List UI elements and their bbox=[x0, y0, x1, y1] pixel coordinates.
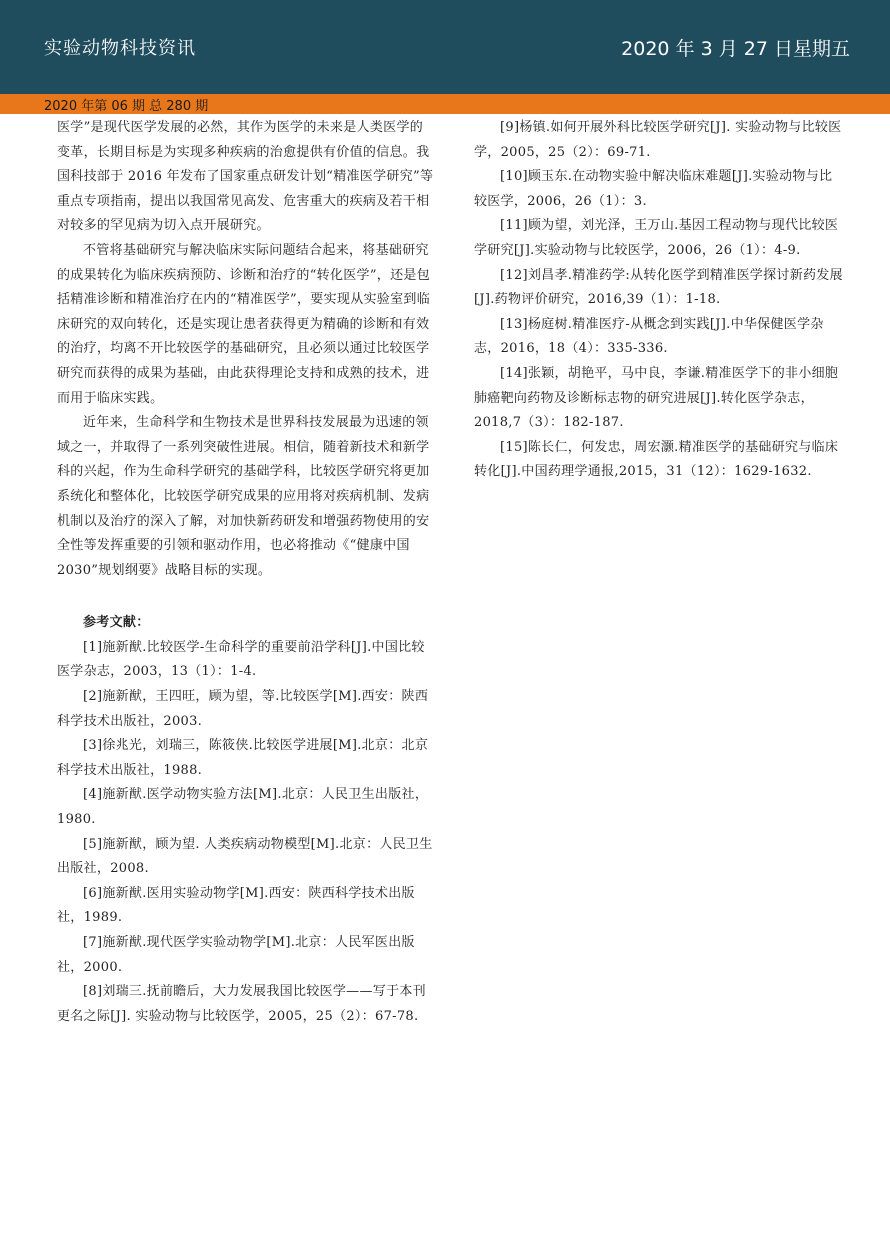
reference-item: [12]刘昌孝.精准药学:从转化医学到精准医学探讨新药发展[J].药物评价研究，2016,39（1）：1-18. bbox=[474, 267, 843, 308]
page-header bbox=[0, 0, 890, 94]
reference-item: [6]施新猷.医用实验动物学[M].西安：陕西科学技术出版社，1989. bbox=[57, 885, 415, 926]
reference-item: [11]顾为望，刘光泽，王万山.基因工程动物与现代比较医学研究[J].实验动物与比较医学，2006，26（1）：4-9. bbox=[474, 218, 839, 258]
body-paragraph: 医学”是现代医学发展的必然，其作为医学的未来是人类医学的变革，长期目标是为实现多种疾病的治愈提供有价值的信息。我国科技部于 2016 年发布了国家重点研发计划“精准医学研究”等重点专项指南，提出以我国常见高发、危害重大的疾病及若干相对较多的罕见病为切入点开展研究。 bbox=[57, 120, 434, 234]
reference-item: [8]刘瑞三.抚前瞻后，大力发展我国比较医学——写于本刊更名之际[J]. 实验动物与比较医学，2005，25（2）：67-78. bbox=[57, 984, 426, 1024]
reference-item: [13]杨庭树.精准医疗-从概念到实践[J].中华保健医学杂志，2016，18（4）：335-336. bbox=[474, 316, 824, 357]
reference-item: [4]施新猷.医学动物实验方法[M].北京：人民卫生出版社，1980. bbox=[57, 787, 429, 828]
reference-item: [14]张颖，胡艳平，马中良，李谦.精准医学下的非小细胞肺癌靶向药物及诊断标志物的研究进展[J].转化医学杂志，2018,7（3）：182-187. bbox=[474, 365, 839, 431]
reference-item: [5]施新猷，顾为望. 人类疾病动物模型[M].北京：人民卫生出版社，2008. bbox=[57, 836, 433, 877]
left-column bbox=[57, 116, 435, 1029]
reference-item: [9]杨镇.如何开展外科比较医学研究[J]. 实验动物与比较医学，2005，25（2）：69-71. bbox=[474, 120, 842, 160]
reference-item: [3]徐兆光，刘瑞三，陈筱侠.比较医学进展[M].北京：北京科学技术出版社，1988. bbox=[57, 738, 429, 778]
body-paragraph: 不管将基础研究与解决临床实际问题结合起来，将基础研究的成果转化为临床疾病预防、诊断和治疗的“转化医学”，还是包括精准诊断和精准治疗在内的“精准医学”，要实现从实验室到临床研究的双向转化，还是实现让患者获得更为精确的诊断和有效的治疗，均离不开比较医学的基础研究，且必须以通过比较医学研究而获得的成果为基础，由此获得理论支持和成熟的技术，进而用于临床实践。 bbox=[57, 242, 430, 406]
right-column bbox=[474, 116, 844, 485]
reference-item: [10]顾玉东.在动物实验中解决临床难题[J].实验动物与比较医学，2006，26（1）：3. bbox=[474, 169, 833, 209]
reference-item: [7]施新猷.现代医学实验动物学[M].北京：人民军医出版社，2000. bbox=[57, 935, 415, 975]
reference-item: [1]施新猷.比较医学-生命科学的重要前沿学科[J].中国比较医学杂志，2003，13（1）：1-4. bbox=[57, 639, 425, 680]
issue-bar bbox=[0, 94, 890, 114]
body-paragraph: 近年来，生命科学和生物技术是世界科技发展最为迅速的领域之一，并取得了一系列突破性进展。相信，随着新技术和新学科的兴起，作为生命科学研究的基础学科，比较医学研究将更加系统化和整体化，比较医学研究成果的应用将对疾病机制、发病机制以及治疗的深入了解，对加快新药研发和增强药物使用的安全性等发挥重要的引领和驱动作用，也必将推动《“健康中国 2030”规划纲要》战略目标的实现。 bbox=[57, 415, 430, 578]
publication-title: 实验动物科技资讯 bbox=[44, 38, 196, 59]
reference-item: [15]陈长仁，何发忠，周宏灏.精准医学的基础研究与临床转化[J].中国药理学通报,2015，31（12）：1629-1632. bbox=[474, 439, 839, 480]
references-heading: 参考文献： bbox=[83, 615, 150, 631]
publication-date: 2020 年 3 月 27 日星期五 bbox=[621, 38, 850, 60]
reference-item: [2]施新猷，王四旺，顾为望，等.比较医学[M].西安：陕西科学技术出版社，2003. bbox=[57, 689, 429, 729]
issue-number: 2020 年第 06 期 总 280 期 bbox=[44, 99, 209, 114]
